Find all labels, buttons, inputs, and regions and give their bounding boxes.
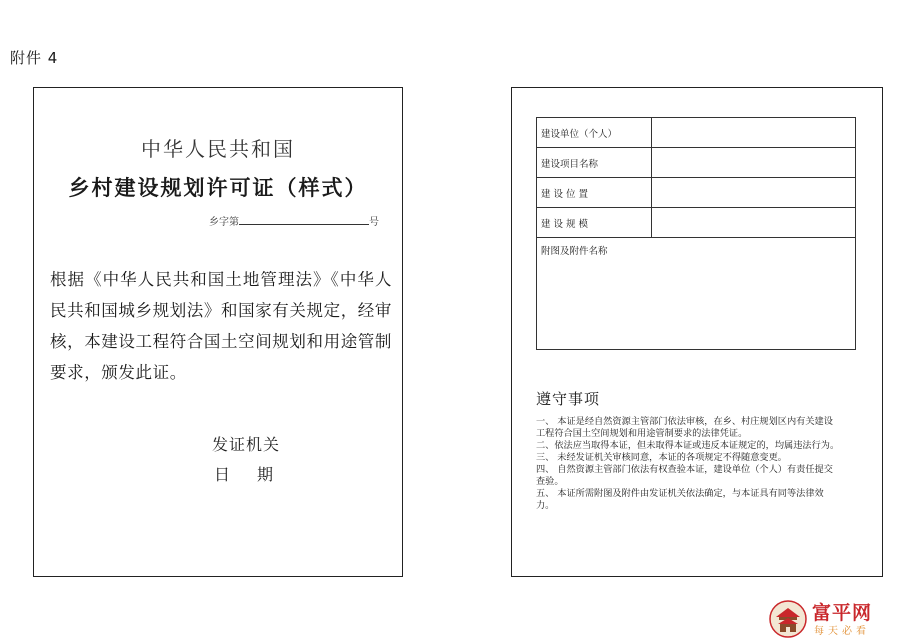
note-line: 四、 自然资源主管部门依法有权查验本证，建设单位（个人）有责任提交 (536, 464, 833, 475)
date-char-1: 日 (214, 465, 232, 484)
notes-title: 遵守事项 (536, 390, 601, 408)
country-name: 中华人民共和国 (141, 137, 295, 161)
row-value (652, 208, 856, 238)
attachment-row-label: 附图及附件名称 (537, 238, 856, 350)
row-label: 建设单位（个人） (537, 118, 652, 148)
row-value (652, 148, 856, 178)
table-row (537, 208, 856, 238)
attachment-label: 附件 4 (10, 49, 59, 67)
row-label: 建 设 规 模 (537, 208, 652, 238)
row-label: 建设项目名称 (537, 148, 652, 178)
note-line: 五、 本证所需附图及附件由发证机关依法确定，与本证具有同等法律效 (536, 488, 824, 499)
license-number-line (209, 213, 379, 228)
license-body-text: 根据《中华人民共和国土地管理法》《中华人民共和国城乡规划法》和国家有关规定，经审核，本建设工程符合国土空间规划和用途管制要求，颁发此证。 (50, 270, 392, 382)
table-row (537, 238, 856, 350)
notes-list (536, 416, 866, 512)
note-line: 力。 (536, 500, 555, 511)
table-row (537, 118, 856, 148)
logo-tagline: 每天必看 (814, 626, 870, 637)
license-cover-page (33, 87, 403, 577)
license-title: 乡村建设规划许可证（样式） (68, 176, 368, 200)
note-line: 查验。 (536, 476, 564, 487)
license-detail-page (511, 87, 883, 577)
row-value (652, 118, 856, 148)
pagoda-emblem-icon (768, 600, 808, 638)
logo-name: 富平网 (812, 602, 873, 624)
project-info-table (536, 117, 856, 350)
note-line: 工程符合国土空间规划和用途管制要求的法律凭证。 (536, 428, 748, 439)
number-blank (239, 215, 369, 225)
table-row (537, 178, 856, 208)
row-label: 建 设 位 置 (537, 178, 652, 208)
note-line: 一、 本证是经自然资源主管部门依法审核，在乡、村庄规划区内有关建设 (536, 416, 833, 427)
date-label (214, 462, 274, 485)
number-prefix: 乡字第 (209, 217, 239, 228)
note-line: 二、依法应当取得本证，但未取得本证或违反本证规定的，均属违法行为。 (536, 440, 840, 451)
table-row (537, 148, 856, 178)
site-logo[interactable] (768, 598, 898, 640)
number-suffix: 号 (369, 217, 379, 228)
row-value (652, 178, 856, 208)
issuer-label: 发证机关 (212, 435, 281, 454)
note-line: 三、 未经发证机关审核同意，本证的各项规定不得随意变更。 (536, 452, 787, 463)
date-char-2: 期 (257, 465, 275, 484)
